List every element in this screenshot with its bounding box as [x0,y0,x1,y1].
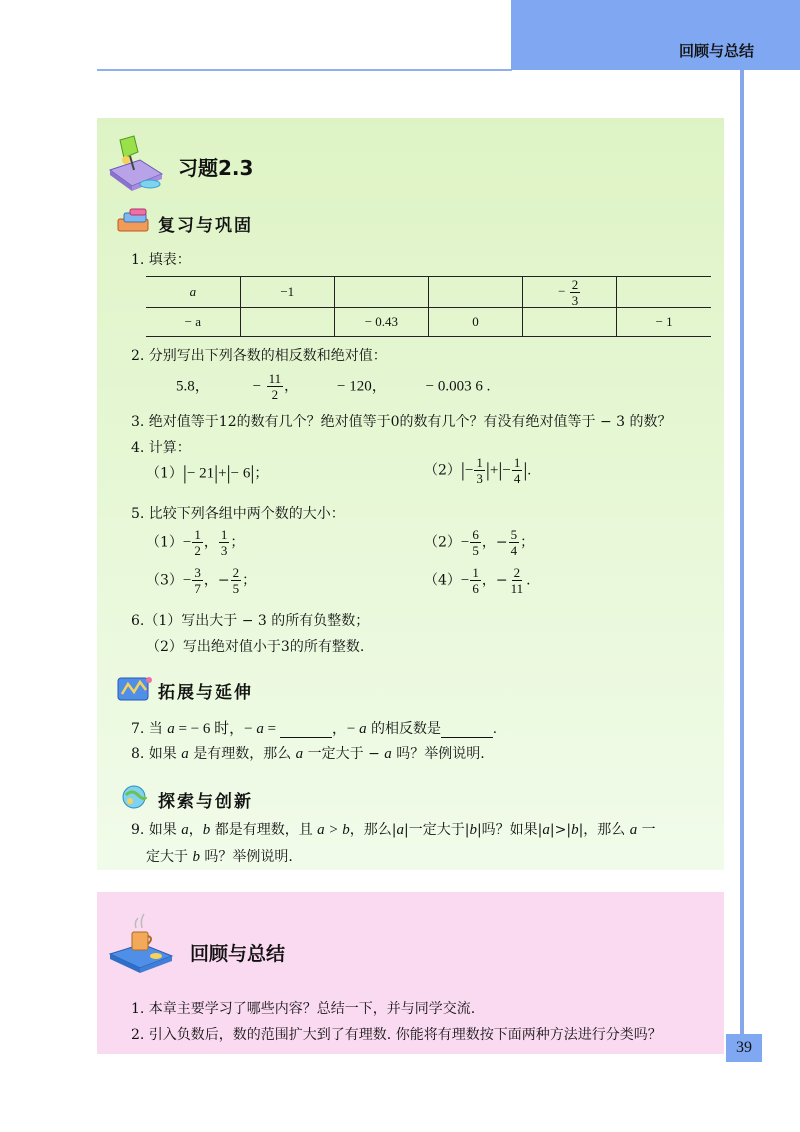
q2-values: 5.8， − $\frac{11}{2}$ ， − 120， − 0.003 6 . [176,371,491,402]
fraction: $\frac{2}{5}$ [232,565,240,596]
answer-blank[interactable] [280,724,332,738]
fraction: $\frac{3}{7}$ [194,565,201,596]
header-rule [97,69,512,71]
explore-section-icon [116,783,154,811]
q2-label: 2. 分别写出下列各数的相反数和绝对值： [131,348,387,364]
table-cell: −1 [240,277,334,308]
fraction: $\frac{1}{3}$ [476,455,483,486]
q1-table [146,276,711,337]
table-cell [334,277,428,308]
coffee-book-icon [106,908,176,974]
q3-text: 3. 绝对值等于12的数有几个？绝对值等于0的数有几个？有没有绝对值等于 − 3 的数？ [131,414,672,430]
q4-part1: （1）|− 21|+|− 6|； [146,462,269,484]
fraction: $\frac{2}{11}$ [510,565,524,596]
table-cell: − 0.43 [334,308,428,337]
table-cell: − a [146,308,240,337]
table-row [146,308,711,337]
fraction: $\frac{5}{4}$ [510,527,518,558]
q6-line1: 6.（1）写出大于 − 3 的所有负整数； [131,613,370,629]
side-rule [740,70,744,1035]
q7-text: 7. 当 a = − 6 时，− a = ，− a 的相反数是 . [131,721,497,737]
q9-line1: 9. 如果 a，b 都是有理数，且 a > b，那么|a|一定大于|b|吗？如果|a|>|b|，那么 a 一 [131,822,656,838]
q4-label: 4. 计算： [131,440,191,456]
fraction: $\frac{6}{5}$ [472,527,479,558]
fraction: $\frac{1}{3}$ [220,527,228,558]
q9-line2: 定大于 b 吗？举例说明. [146,849,293,865]
table-cell: 0 [428,308,522,337]
extend-section-title: 拓展与延伸 [158,683,253,703]
answer-blank[interactable] [441,724,493,738]
q5-label: 5. 比较下列各组中两个数的大小： [131,506,345,522]
q5-part4: （4）− $\frac{1}{6}$ ，− $\frac{2}{11}$ . [424,565,531,596]
summary-item-2: 2. 引入负数后，数的范围扩大到了有理数. 你能将有理数按下面两种方法进行分类吗？ [131,1027,662,1043]
header-tab [511,0,800,70]
table-cell [428,277,522,308]
exercise-title: 习题2.3 [178,156,254,180]
page-number: 39 [726,1034,762,1062]
table-cell [240,308,334,337]
fraction: $\frac{1}{6}$ [472,565,479,596]
fraction: $\frac{1}{4}$ [513,455,521,486]
q5-part3: （3）− $\frac{3}{7}$ ，− $\frac{2}{5}$ ； [146,565,257,596]
q5-part2: （2）− $\frac{6}{5}$ ，− $\frac{5}{4}$ ； [424,527,535,558]
table-cell: − $\frac{2}{3}$ [523,277,617,308]
fraction: $\frac{11}{2}$ [268,371,282,402]
lamp-book-icon [104,130,168,194]
q1-label: 1. 填表： [131,252,191,268]
q4-part2: （2）|− $\frac{1}{3}$ |+|− $\frac{1}{4}$ |. [424,455,532,486]
chapter-label: 回顾与总结 [678,42,754,60]
table-cell [523,308,617,337]
extend-section-icon [116,674,154,702]
review-section-title: 复习与巩固 [158,216,253,236]
review-section-icon [116,207,154,235]
summary-item-1: 1. 本章主要学习了哪些内容？总结一下，并与同学交流. [131,1001,476,1017]
explore-section-title: 探索与创新 [158,792,253,812]
fraction: $\frac{2}{3}$ [571,276,579,308]
summary-title: 回顾与总结 [190,943,286,965]
table-cell: a [146,277,240,308]
table-row [146,277,711,308]
table-cell [617,277,711,308]
q6-line2: （2）写出绝对值小于3的所有整数. [146,639,365,655]
q8-text: 8. 如果 a 是有理数，那么 a 一定大于 − a 吗？举例说明. [131,746,485,762]
fraction: $\frac{1}{2}$ [194,527,201,558]
table-cell: − 1 [617,308,711,337]
q5-part1: （1）− $\frac{1}{2}$ ， $\frac{1}{3}$ ； [146,527,245,558]
